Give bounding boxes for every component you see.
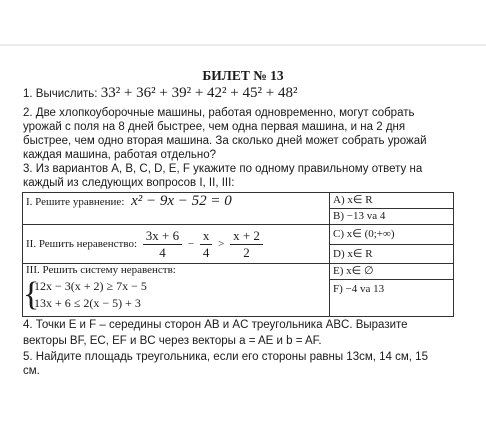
question-1-cell [23,193,330,225]
option-f: F) −4 va 13 [330,279,453,298]
task-1 [23,87,297,101]
top-border-decoration [0,0,486,46]
answer-table [22,192,454,317]
fraction-1 [143,228,182,261]
options-ef-cell [330,264,454,317]
options-ab-cell [330,193,454,225]
task-5-line: см. [23,365,40,377]
table-row [23,264,454,317]
fraction-3 [230,228,263,261]
table-row [23,193,454,225]
option-a: A) x∈ R [333,194,373,206]
system-row-2: 13x + 6 ≤ 2(x − 5) + 3 [34,296,141,310]
option-d: D) x∈ R [330,244,453,263]
fraction-3-denominator: 2 [243,244,250,260]
task-5-line: 5. Найдите площадь треугольника, если его стороны равны 13см, 14 см, 15 [23,351,428,363]
option-b: B) −13 va 4 [330,208,453,224]
fraction-3-numerator: x + 2 [230,228,263,245]
fraction-1-numerator: 3x + 6 [143,228,182,245]
system-row-1: { 12x − 3(x + 2) ≥ 7x − 5 [34,279,147,293]
fraction-2-denominator: 4 [202,244,210,260]
question-1-label: I. Решите уравнение: [26,196,125,208]
inequality-system [26,278,326,312]
task-2-line: урожай с поля на 8 дней быстрее, чем одна первая машина, и на 2 дня [23,121,406,133]
option-c: C) x∈ (0;+∞) [333,228,395,240]
task-1-expression: 33² + 36² + 39² + 42² + 45² + 48² [100,85,298,101]
question-1-equation: x² − 9x − 52 = 0 [131,193,232,209]
fraction-1-denominator: 4 [159,244,166,260]
greater-sign: > [218,237,225,250]
table-row [23,225,454,264]
task-1-label: 1. Вычислить: [23,88,98,100]
task-2-line: быстрее, чем одно вторая машина. За сколько дней может собрать урожай [23,135,427,147]
fraction-2 [200,228,213,261]
task-3-line: 3. Из вариантов A, B, C, D, E, F укажите по одному правильному ответу на [23,163,423,175]
task-4-line: векторы BF, EC, EF и BC через векторы a = AE и b = AF. [23,335,322,347]
question-2-cell [23,225,330,264]
task-4-line: 4. Точки E и F – середины сторон AB и AC треугольника ABC. Выразите [23,319,408,331]
option-e: E) x∈ ∅ [333,265,374,277]
task-2-line: каждая машина, работая отдельно? [23,149,217,161]
options-cd-cell [330,225,454,264]
minus-sign: − [187,237,195,250]
task-3-line: каждый из следующих вопросов I, II, III: [23,177,235,189]
question-3-label: III. Решить систему неравенств: [26,264,176,276]
question-3-cell [23,264,330,317]
task-2-line: 2. Две хлопкоуборочные машины, работая одновременно, могут собрать [23,107,415,119]
fraction-2-numerator: x [200,228,213,245]
ticket-title: БИЛЕТ № 13 [202,68,284,83]
question-2-label: II. Решить неравенство: [26,237,138,250]
